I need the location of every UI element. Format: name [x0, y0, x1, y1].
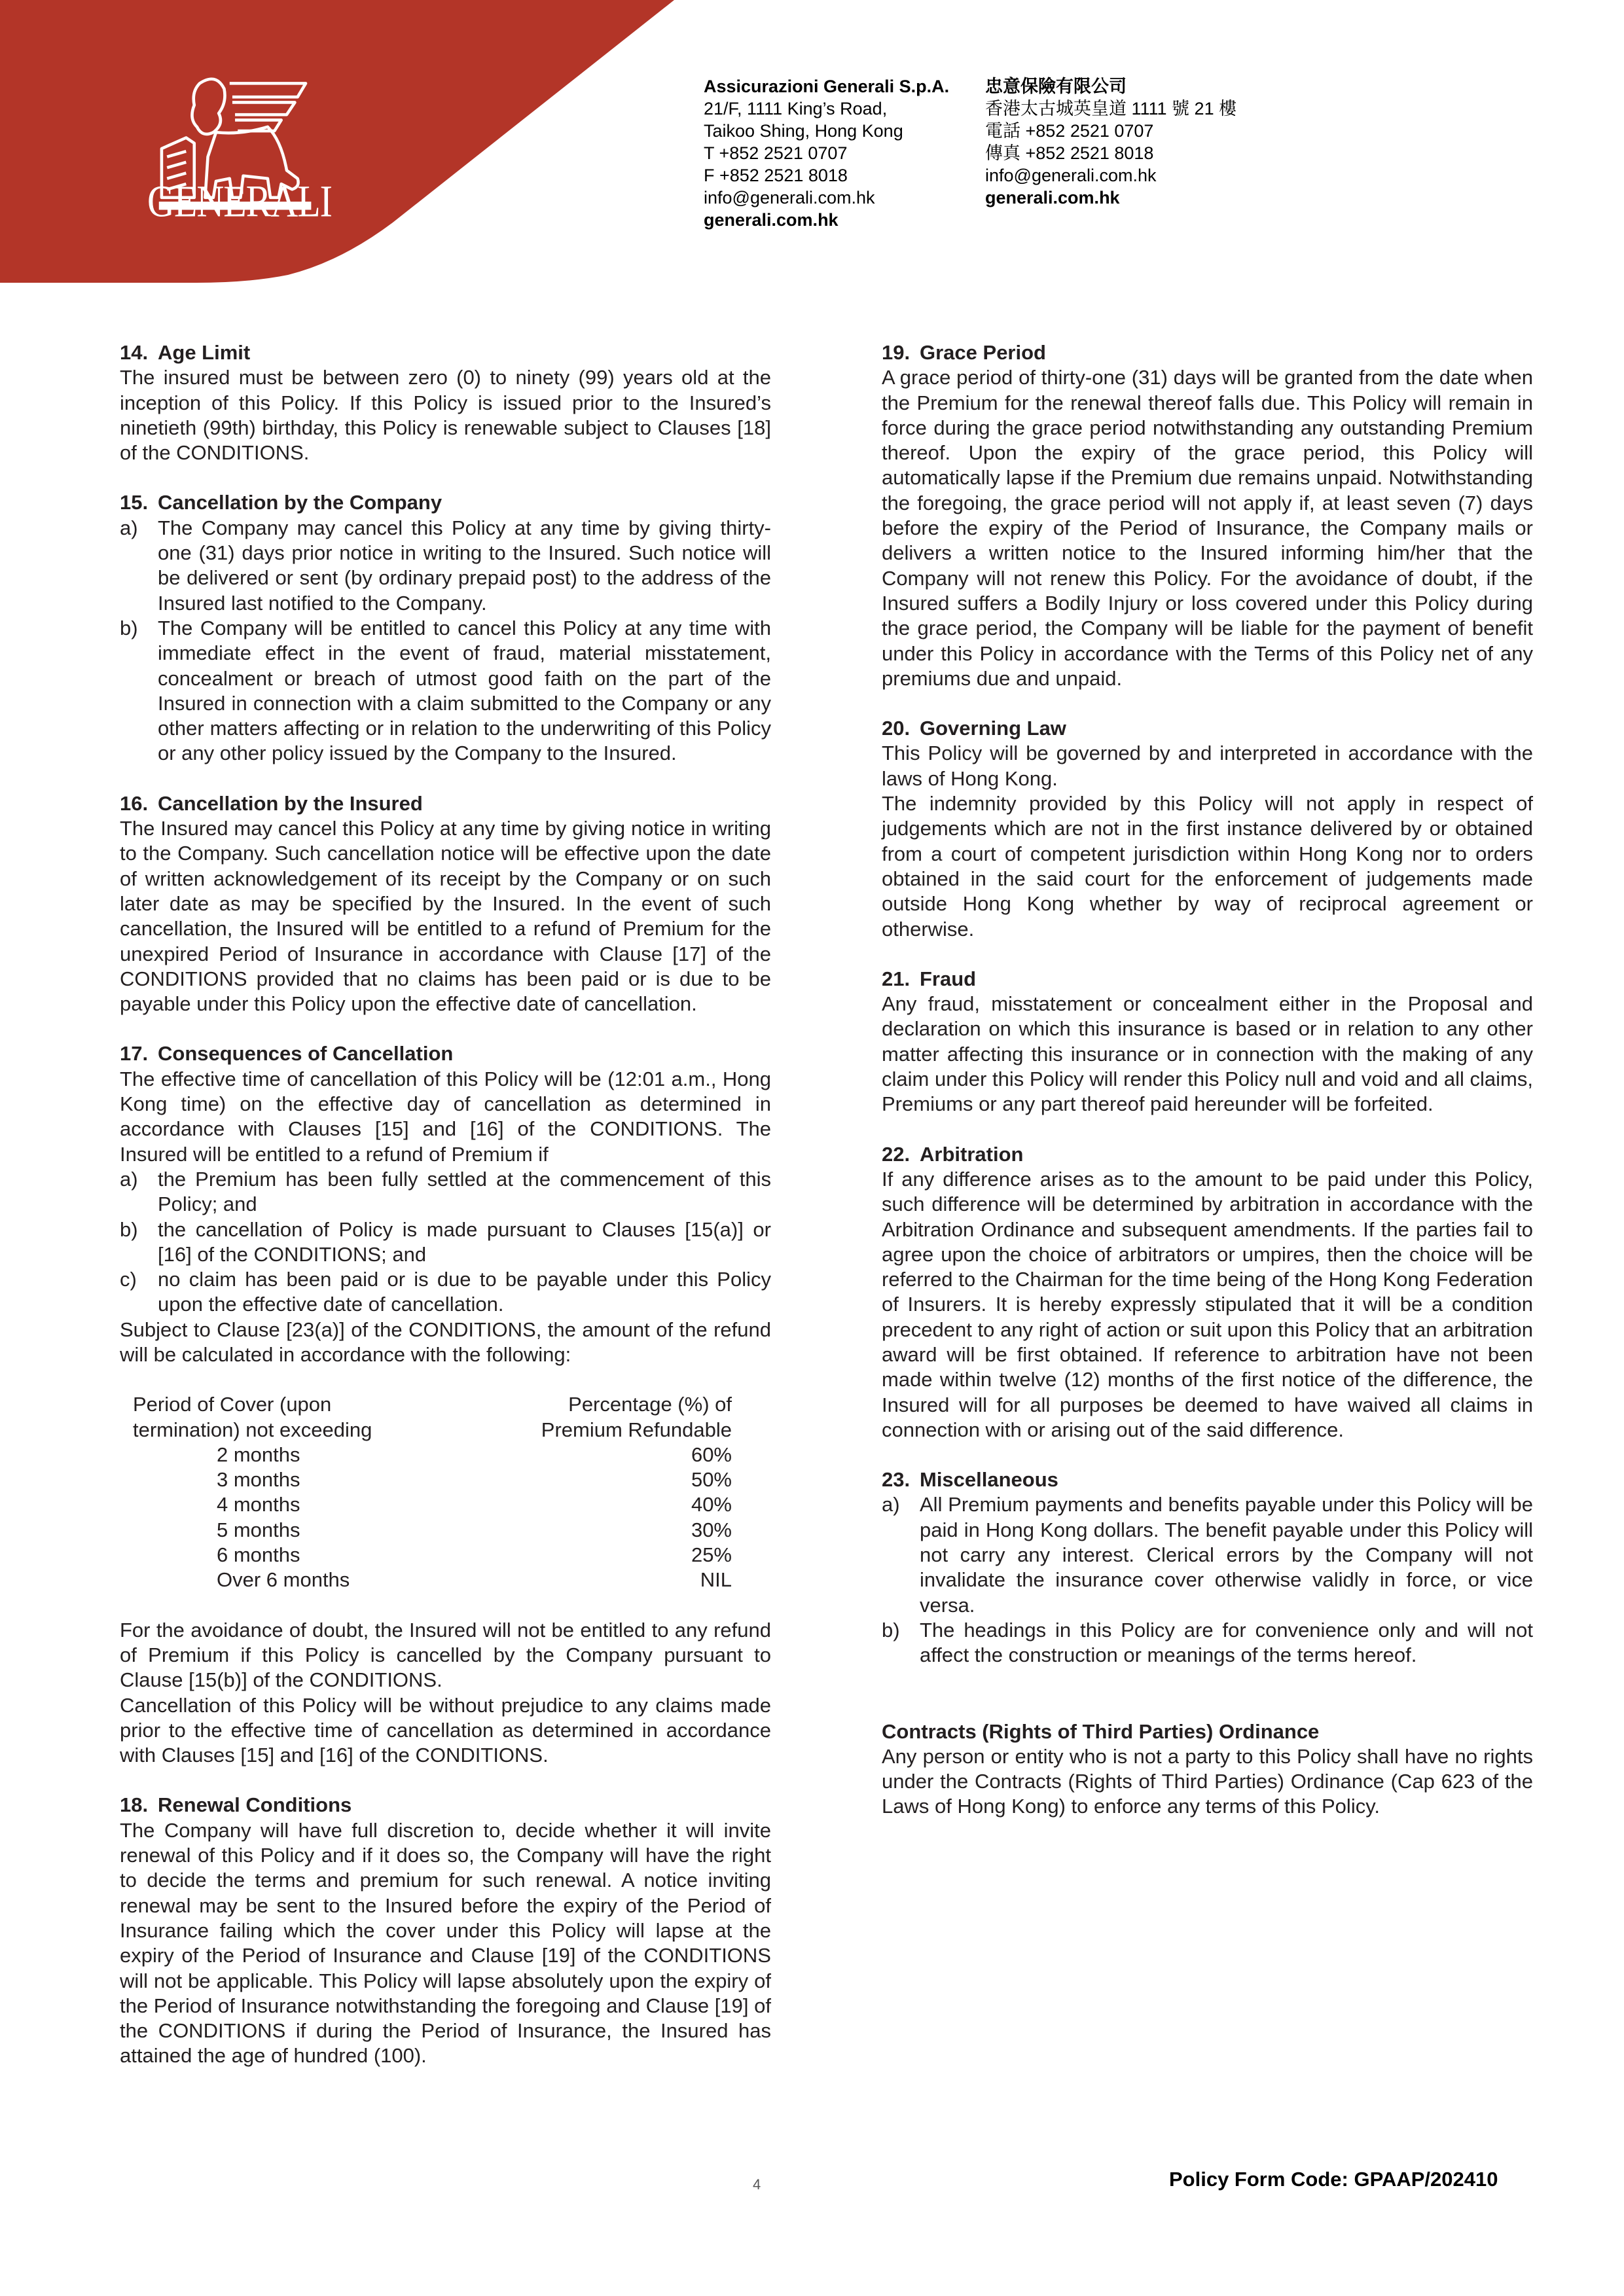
- section-body: Any fraud, misstatement or concealment either in the Proposal and declaration on which this insurance is based or in relation to any other matter affecting this insurance or in connection with the making of any claim under this Policy will render this Policy null and void and all claims, Premiums or any part thereof paid hereunder will be forfeited.: [882, 992, 1533, 1116]
- list-item: c) no claim has been paid or is due to be payable under this Policy upon the effective date of cancellation.: [120, 1268, 771, 1316]
- section-15-cancellation-by-company: [120, 490, 771, 766]
- section-third-party-ordinance: [882, 1719, 1533, 1820]
- section-21-fraud: [882, 967, 1533, 1117]
- section-body: Any person or entity who is not a party to this Policy shall have no rights under the Contracts (Rights of Third Parties) Ordinance (Cap 623 of the Laws of Hong Kong) to enforce any terms of this Policy.: [882, 1744, 1533, 1818]
- website-link[interactable]: generali.com.hk: [704, 210, 839, 230]
- section-heading: 19. Grace Period: [882, 341, 1046, 364]
- phone: 電話 +852 2521 0707: [985, 121, 1154, 141]
- right-column: [882, 340, 1533, 1844]
- section-body: The indemnity provided by this Policy will not apply in respect of judgements which are not in the first instance delivered by or obtained from a court of competent jurisdiction within Hong Kong nor to orders obtained in the said court for the enforcement of judgements made outside Hong Kong whether by way of reciprocal agreement or otherwise.: [882, 792, 1533, 941]
- address-line: 21/F, 1111 King’s Road,: [704, 99, 888, 118]
- section-body: This Policy will be governed by and interpreted in accordance with the laws of Hong Kong.: [882, 742, 1533, 790]
- section-23-miscellaneous: [882, 1467, 1533, 1668]
- section-heading: 21. Fraud: [882, 967, 977, 990]
- email-link[interactable]: info@generali.com.hk: [985, 166, 1157, 185]
- brand-wordmark: GENERALI: [147, 176, 332, 226]
- address-chinese: [985, 75, 1236, 209]
- phone: T +852 2521 0707: [704, 143, 848, 163]
- section-17-consequences-of-cancellation: [120, 1041, 771, 1768]
- section-heading: 22. Arbitration: [882, 1142, 1024, 1166]
- left-column: [120, 340, 771, 2094]
- list-item: b) The Company will be entitled to cancel this Policy at any time with immediate effect in the event of fraud, material misstatement, concealment or breach of utmost good faith on the part of the Insured in connection with a claim submitted to the Company or any other matters affecting or in relation to the underwriting of this Policy or any other policy issued by the Company to the Insured.: [120, 616, 771, 765]
- list-item: a) the Premium has been fully settled at the commencement of this Policy; and: [120, 1167, 771, 1216]
- section-heading: 15. Cancellation by the Company: [120, 491, 442, 514]
- section-heading: 18. Renewal Conditions: [120, 1793, 352, 1817]
- table-row: 4 months 40%: [217, 1493, 732, 1516]
- table-row: 6 months 25%: [217, 1543, 732, 1567]
- list-item: b) The headings in this Policy are for convenience only and will not affect the construction or meanings of the terms hereof.: [882, 1618, 1533, 1667]
- table-row: Over 6 months NIL: [217, 1568, 732, 1592]
- table-row: 3 months 50%: [217, 1468, 732, 1492]
- section-body: The insured must be between zero (0) to ninety (99) years old at the inception of this Policy. If this Policy is issued prior to the Insured’s ninetieth (99th) birthday, this Policy is renewable subject to Clauses [18] of the CONDITIONS.: [120, 366, 771, 465]
- prejudice-paragraph: Cancellation of this Policy will be without prejudice to any claims made prior to the effective time of cancellation as determined in accordance with Clauses [15] and [16] of the CONDITIONS.: [120, 1693, 771, 1767]
- page-number: 4: [753, 2176, 761, 2193]
- address-line: Taikoo Shing, Hong Kong: [704, 121, 903, 141]
- section-heading: 17. Consequences of Cancellation: [120, 1042, 454, 1066]
- section-18-renewal-conditions: [120, 1793, 771, 2068]
- fax: F +852 2521 8018: [704, 166, 848, 185]
- address-line: 香港太古城英皇道 1111 號 21 樓: [985, 99, 1237, 118]
- section-body: The Company will have full discretion to, decide whether it will invite renewal of this Policy and if it does so, the Company will have the right to decide the terms and premium for such renewal. A notice inviting renewal may be sent to the Insured before the expiry of the Period of Insurance failing which the cover under this Policy will lapse at the expiry of the Period of Insurance and Clause [19] of the CONDITIONS will not be applicable. This Policy will lapse absolutely upon the expiry of the Period of Insurance notwithstanding the foregoing and Clause [19] of the CONDITIONS if during the Period of Insurance, the Insured has attained the age of hundred (100).: [120, 1818, 771, 2068]
- section-heading: 23. Miscellaneous: [882, 1468, 1058, 1492]
- section-20-governing-law: [882, 716, 1533, 942]
- table-row: 2 months 60%: [217, 1443, 732, 1466]
- section-16-cancellation-by-insured: [120, 791, 771, 1017]
- section-19-grace-period: [882, 340, 1533, 691]
- list-item: a) The Company may cancel this Policy at any time by giving thirty-one (31) days prior notice in writing to the Insured. Such notice will be delivered or sent (by ordinary prepaid post) to the address of the Insured last notified to the Company.: [120, 516, 771, 615]
- table-header-row: Period of Cover (upon Percentage (%) of: [133, 1393, 732, 1416]
- list-item: b) the cancellation of Policy is made pursuant to Clauses [15(a)] or [16] of the CONDITIONS; and: [120, 1217, 771, 1266]
- table-header-row: termination) not exceeding Premium Refundable: [133, 1418, 732, 1441]
- section-intro: The effective time of cancellation of this Policy will be (12:01 a.m., Hong Kong time) on the effective day of cancellation as determined in accordance with Clauses [15] and [16] of the CONDITIONS. The Insured will be entitled to a refund of Premium if: [120, 1067, 771, 1166]
- table-row: 5 months 30%: [217, 1518, 732, 1541]
- refund-table: [133, 1392, 732, 1592]
- email-link[interactable]: info@generali.com.hk: [704, 188, 875, 207]
- website-link[interactable]: generali.com.hk: [985, 188, 1120, 207]
- section-body: If any difference arises as to the amount to be paid under this Policy, such difference will be determined by arbitration in accordance with the Arbitration Ordinance and subsequent amendments. If the parties fail to agree upon the choice of arbitrators or umpires, then the choice will be referred to the Chairman for the time being of the Hong Kong Federation of Insurers. It is hereby expressly stipulated that it will be a condition precedent to any right of action or suit upon this Policy that an arbitration award will be first obtained. If reference to arbitration have not been made within twelve (12) months of the first notice of the difference, the Insured will for all purposes be deemed to have waived all claims in connection with or arising out of the said difference.: [882, 1167, 1533, 1441]
- section-heading: 20. Governing Law: [882, 717, 1066, 740]
- section-14-age-limit: [120, 340, 771, 465]
- company-name-en: Assicurazioni Generali S.p.A.: [704, 77, 950, 96]
- section-heading: 14. Age Limit: [120, 341, 251, 364]
- header-banner: [0, 0, 720, 288]
- section-22-arbitration: [882, 1142, 1533, 1443]
- section-subject: Subject to Clause [23(a)] of the CONDITIONS, the amount of the refund will be calculated in accordance with the following:: [120, 1318, 771, 1366]
- section-body: The Insured may cancel this Policy at any time by giving notice in writing to the Company. Such cancellation notice will be effective upon the date of written acknowledgement of its receipt by the Company or on such later date as may be specified by the Insured. In the event of such cancellation, the Insured will be entitled to a refund of Premium for the unexpired Period of Insurance in accordance with Clause [17] of the CONDITIONS provided that no claims has been paid or is due to be payable under this Policy upon the effective date of cancellation.: [120, 817, 771, 1016]
- section-heading: 16. Cancellation by the Insured: [120, 791, 423, 815]
- company-name-zh: 忠意保險有限公司: [985, 77, 1127, 96]
- fax: 傳真 +852 2521 8018: [985, 143, 1154, 163]
- section-body: A grace period of thirty-one (31) days will be granted from the date when the Premium for the renewal thereof falls due. This Policy will remain in force during the grace period notwithstanding any outstanding Premium thereof. Upon the expiry of the grace period, this Policy will automatically lapse if the Premium due remains unpaid. Notwithstanding the foregoing, the grace period will not apply if, at least seven (7) days before the expiry of the Period of Insurance, the Company mails or delivers a written notice to the Insured informing him/her that the Company will not renew this Policy. For the avoidance of doubt, if the Insured suffers a Bodily Injury or loss covered under this Policy during the grace period, the Company will be liable for the payment of benefit under this Policy in accordance with the Terms of this Policy net of any premiums due and unpaid.: [882, 366, 1533, 690]
- avoidance-paragraph: For the avoidance of doubt, the Insured will not be entitled to any refund of Premium if this Policy is cancelled by the Company pursuant to Clause [15(b)] of the CONDITIONS.: [120, 1618, 771, 1692]
- address-english: [704, 75, 949, 231]
- section-heading: Contracts (Rights of Third Parties) Ordinance: [882, 1719, 1320, 1743]
- policy-form-code: Policy Form Code: GPAAP/202410: [1169, 2168, 1498, 2191]
- list-item: a) All Premium payments and benefits payable under this Policy will be paid in Hong Kong dollars. The benefit payable under this Policy will not carry any interest. Clerical errors by the Company will not invalidate the insurance cover otherwise validly in force, or vice versa.: [882, 1493, 1533, 1617]
